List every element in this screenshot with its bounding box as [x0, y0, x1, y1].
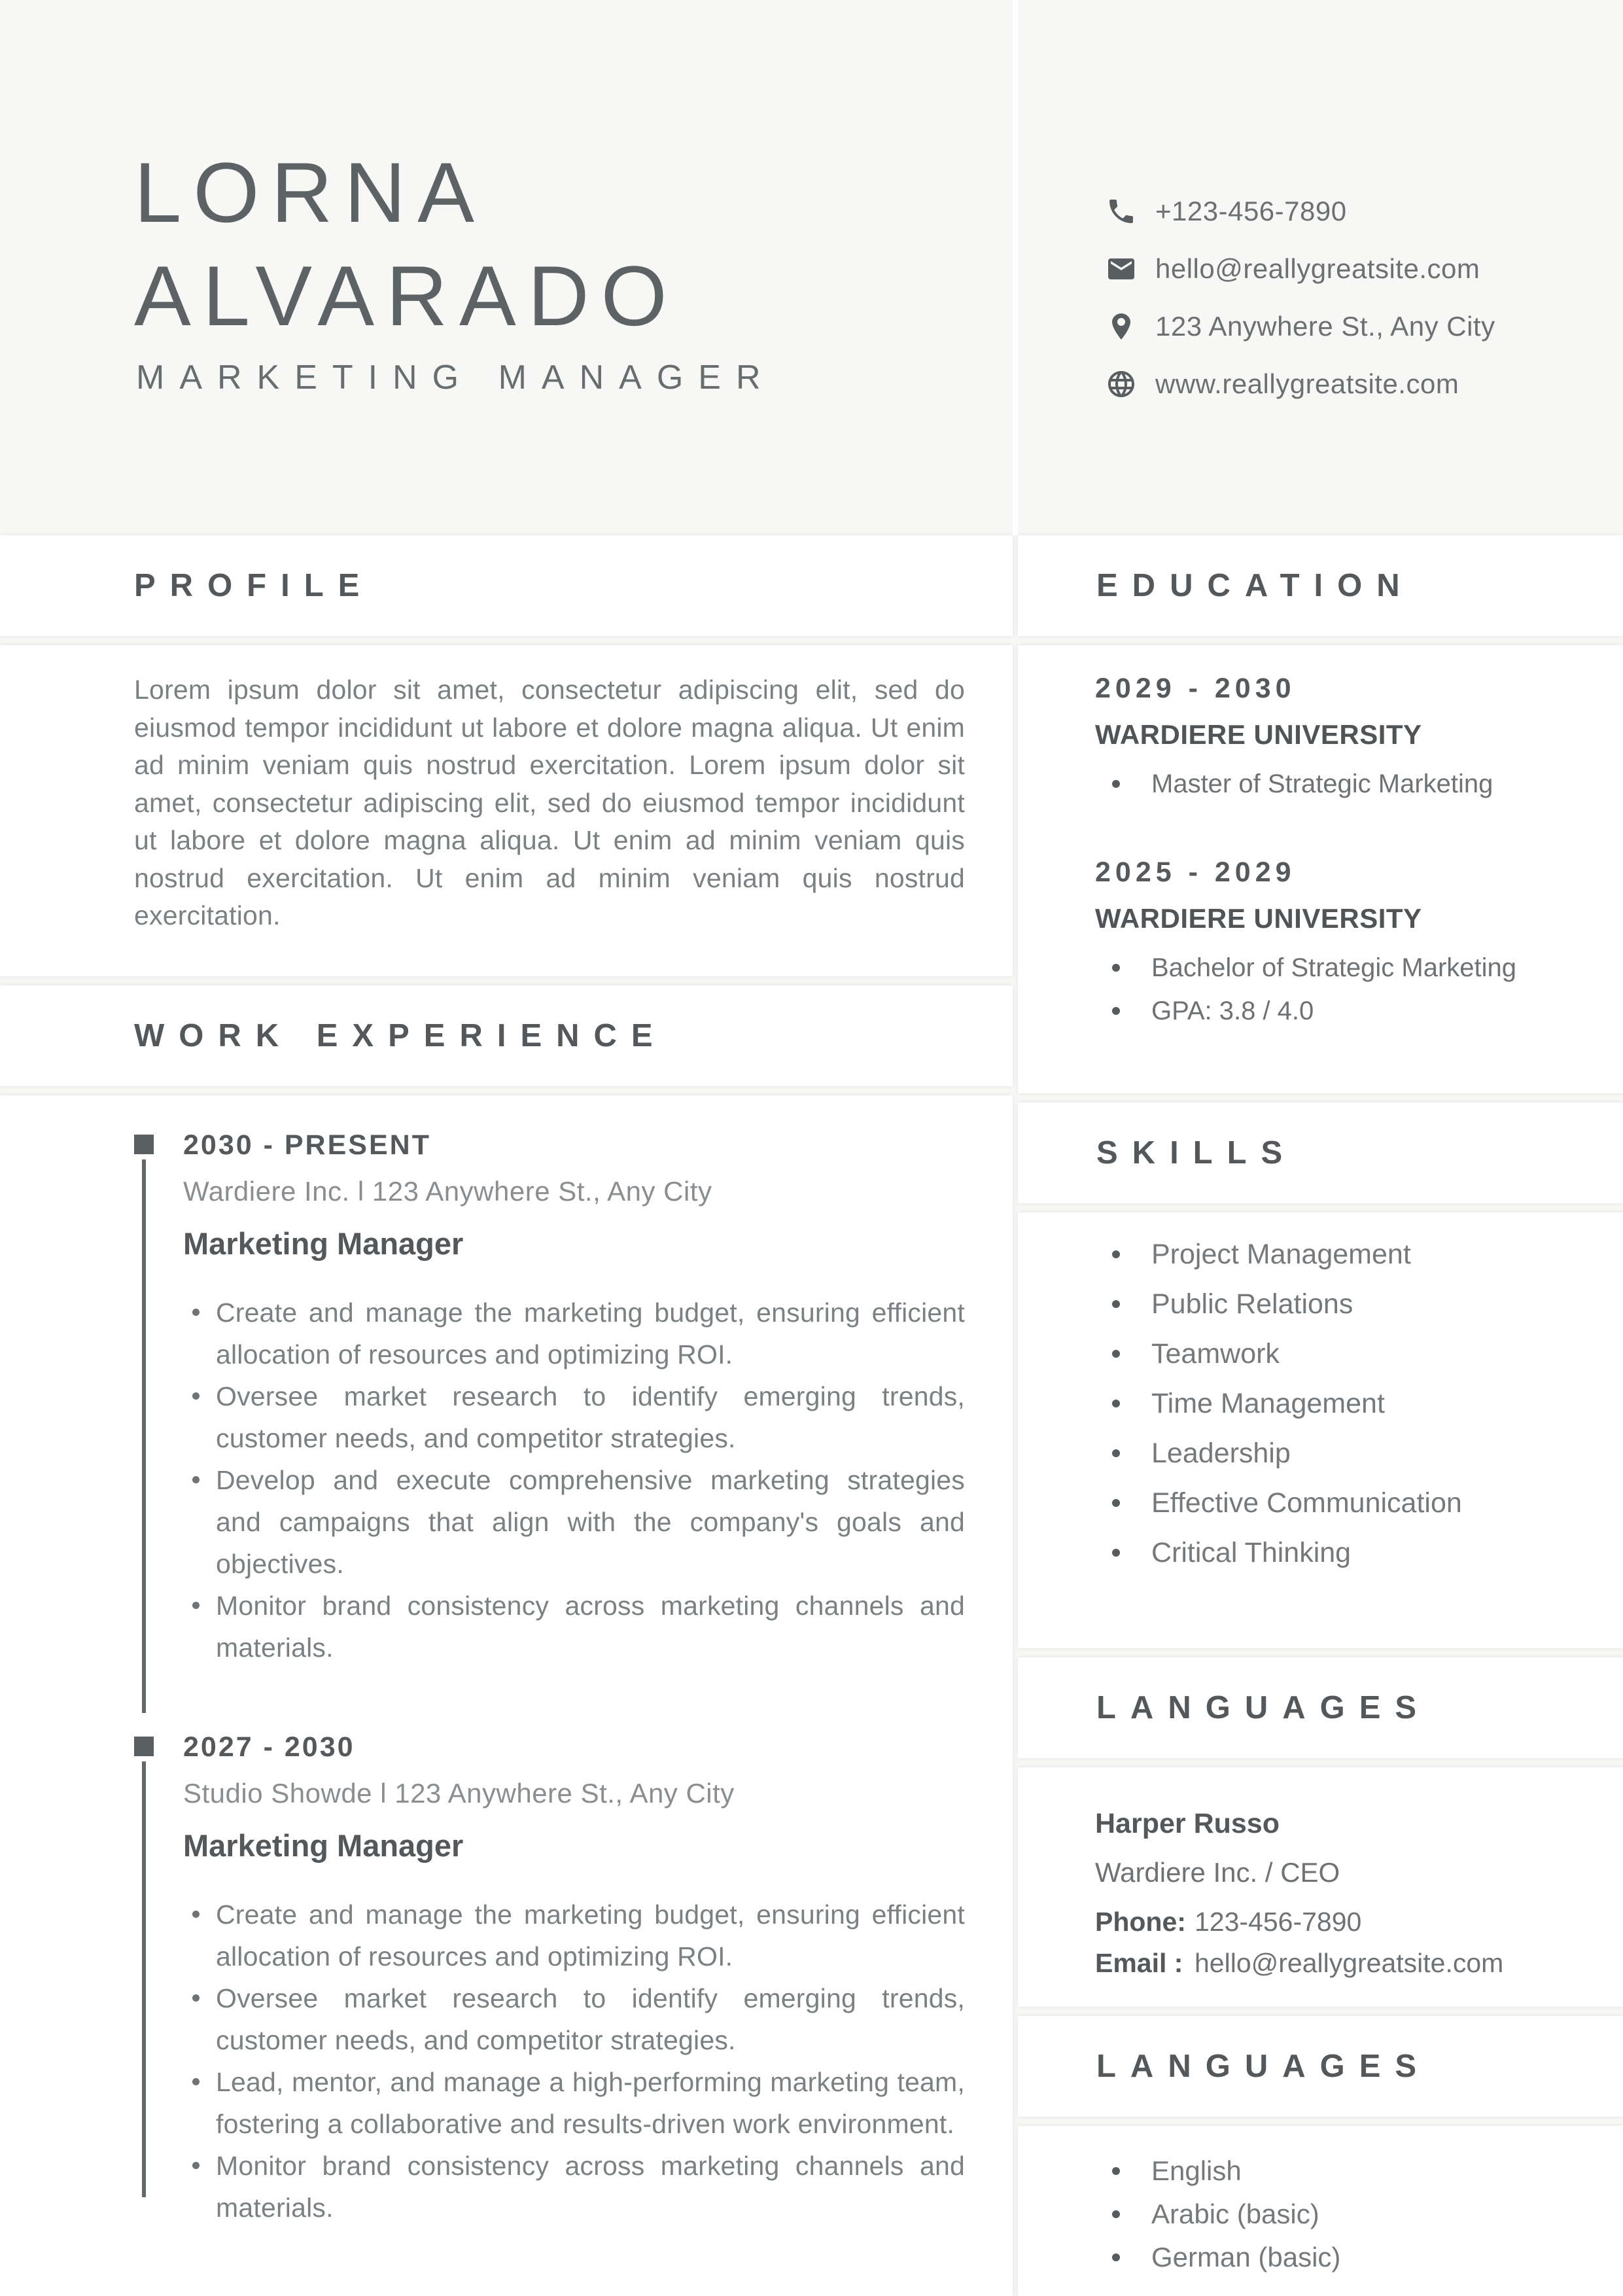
right-column	[1018, 0, 1623, 2296]
skill-item: Effective Communication	[1095, 1478, 1597, 1528]
contact-row-phone	[1106, 183, 1495, 240]
education-school: WARDIERE UNIVERSITY	[1095, 719, 1422, 750]
job-bullet: Lead, mentor, and manage a high-performing marketing team, fostering a collaborative and results-driven work environment.	[183, 2061, 965, 2145]
location-pin-icon	[1106, 311, 1137, 342]
bullet-dot	[1112, 2210, 1120, 2218]
bullet-dot	[1112, 2253, 1120, 2261]
bullet-dot	[1112, 1499, 1120, 1507]
reference-section	[1018, 1767, 1623, 2007]
reference-phone-row	[1095, 1907, 1597, 1937]
job-bullet-list	[183, 1292, 965, 1669]
contact-email: hello@reallygreatsite.com	[1155, 253, 1480, 284]
education-bullet-list	[1095, 946, 1597, 1033]
job-bullet: Oversee market research to identify emerging trends, customer needs, and competitor strategies.	[183, 1375, 965, 1459]
education-bullet: Bachelor of Strategic Marketing	[1095, 946, 1597, 989]
contact-address: 123 Anywhere St., Any City	[1155, 311, 1495, 342]
bullet-dot	[192, 1994, 200, 2002]
timeline-square-marker	[134, 1135, 154, 1154]
reference-role: Wardiere Inc. / CEO	[1095, 1857, 1340, 1888]
languages-section	[1018, 2126, 1623, 2296]
contact-website: www.reallygreatsite.com	[1155, 368, 1459, 399]
education-entry-2	[1095, 857, 1597, 1033]
profile-title: PROFILE	[134, 568, 374, 603]
reference-email-value: hello@reallygreatsite.com	[1195, 1948, 1504, 1978]
timeline-line	[142, 1159, 146, 1713]
job-bullet: Oversee market research to identify emerging trends, customer needs, and competitor strategies.	[183, 1977, 965, 2061]
person-tagline: MARKETING MANAGER	[136, 359, 776, 397]
job-dates: 2027 - 2030	[183, 1731, 355, 1763]
bullet-dot	[1112, 1300, 1120, 1308]
timeline-line	[142, 1761, 146, 2197]
education-bullet: Master of Strategic Marketing	[1095, 762, 1597, 805]
person-name	[134, 141, 679, 347]
education-bullet-list	[1095, 762, 1597, 805]
contact-row-email	[1106, 240, 1495, 298]
contact-list	[1106, 183, 1495, 413]
person-name-line1: LORNA	[134, 145, 486, 240]
phone-icon	[1106, 196, 1137, 227]
contact-row-address	[1106, 298, 1495, 355]
job-role: Marketing Manager	[183, 1828, 464, 1863]
bullet-dot	[192, 1602, 200, 1609]
reference-phone-label: Phone:	[1095, 1907, 1186, 1937]
education-dates: 2025 - 2029	[1095, 857, 1296, 888]
bullet-dot	[1112, 1549, 1120, 1557]
skill-item: Project Management	[1095, 1229, 1597, 1279]
education-bullet: GPA: 3.8 / 4.0	[1095, 989, 1597, 1033]
job-bullet: Monitor brand consistency across marketing channels and materials.	[183, 1585, 965, 1669]
language-item: Arabic (basic)	[1095, 2193, 1597, 2236]
timeline-square-marker	[134, 1737, 154, 1756]
skill-item: Time Management	[1095, 1379, 1597, 1428]
skill-item: Public Relations	[1095, 1279, 1597, 1329]
education-dates: 2029 - 2030	[1095, 673, 1296, 704]
profile-section	[0, 645, 1013, 976]
bullet-dot	[1112, 1400, 1120, 1407]
language-item: English	[1095, 2149, 1597, 2193]
bullet-dot	[1112, 1449, 1120, 1457]
section-header-profile	[0, 535, 1013, 636]
skills-list	[1095, 1229, 1597, 1578]
education-entry-1	[1095, 673, 1597, 805]
bullet-dot	[1112, 1350, 1120, 1358]
job-bullet-list	[183, 1894, 965, 2229]
header-name-block	[0, 0, 1013, 535]
languages-title: LANGUAGES	[1096, 2049, 1431, 2084]
envelope-icon	[1106, 253, 1137, 285]
skills-title: SKILLS	[1096, 1135, 1297, 1171]
section-header-languages-reference	[1018, 1657, 1623, 1758]
job-entry-1	[0, 1129, 965, 1669]
bullet-dot	[1112, 964, 1120, 972]
header-contact-block	[1018, 0, 1623, 535]
bullet-dot	[1112, 1250, 1120, 1258]
job-bullet: Monitor brand consistency across marketing channels and materials.	[183, 2145, 965, 2229]
bullet-dot	[1112, 2167, 1120, 2175]
work-experience-title: WORK EXPERIENCE	[134, 1018, 667, 1053]
bullet-dot	[192, 1309, 200, 1316]
job-bullet: Create and manage the marketing budget, ensuring efficient allocation of resources and optimizing ROI.	[183, 1292, 965, 1375]
bullet-dot	[192, 1911, 200, 1918]
work-experience-section	[0, 1095, 1013, 2296]
education-section	[1018, 645, 1623, 1093]
skill-item: Teamwork	[1095, 1329, 1597, 1379]
bullet-dot	[192, 1476, 200, 1483]
reference-email-row	[1095, 1948, 1597, 1979]
bullet-dot	[1112, 1007, 1120, 1015]
reference-name: Harper Russo	[1095, 1808, 1280, 1839]
bullet-dot	[192, 2078, 200, 2085]
language-item: German (basic)	[1095, 2236, 1597, 2279]
skill-item: Critical Thinking	[1095, 1528, 1597, 1578]
languages-list	[1095, 2149, 1597, 2279]
section-header-skills	[1018, 1103, 1623, 1203]
education-school: WARDIERE UNIVERSITY	[1095, 903, 1422, 934]
skill-item: Leadership	[1095, 1428, 1597, 1478]
reference-phone-value: 123-456-7890	[1195, 1907, 1362, 1937]
bullet-dot	[192, 1392, 200, 1400]
education-title: EDUCATION	[1096, 568, 1414, 603]
bullet-dot	[192, 2162, 200, 2169]
job-bullet: Create and manage the marketing budget, ensuring efficient allocation of resources and optimizing ROI.	[183, 1894, 965, 1977]
reference-email-label: Email :	[1095, 1948, 1183, 1978]
job-entry-2	[0, 1731, 965, 2229]
skills-section	[1018, 1212, 1623, 1648]
reference-section-title: LANGUAGES	[1096, 1690, 1431, 1725]
column-divider-line	[1013, 0, 1018, 535]
section-header-languages	[1018, 2016, 1623, 2117]
section-header-education	[1018, 535, 1623, 636]
job-bullet: Develop and execute comprehensive marketing strategies and campaigns that align with the company's goals and objectives.	[183, 1459, 965, 1585]
globe-icon	[1106, 368, 1137, 400]
person-name-line2: ALVARADO	[134, 248, 679, 344]
section-header-work-experience	[0, 985, 1013, 1086]
job-company: Studio Showde l 123 Anywhere St., Any City	[183, 1778, 735, 1809]
bullet-dot	[1112, 780, 1120, 788]
contact-row-website	[1106, 355, 1495, 413]
job-role: Marketing Manager	[183, 1226, 464, 1261]
job-dates: 2030 - PRESENT	[183, 1129, 431, 1161]
job-company: Wardiere Inc. l 123 Anywhere St., Any City	[183, 1176, 712, 1207]
contact-phone: +123-456-7890	[1155, 196, 1347, 226]
profile-text: Lorem ipsum dolor sit amet, consectetur adipiscing elit, sed do eiusmod tempor incididunt ut labore et dolore magna aliqua. Ut enim ad minim veniam quis nostrud exercitation. Lorem ipsum dolor sit amet, consectetur adipiscing elit, sed do eiusmod tempor incididunt ut labore et dolore magna aliqua. Ut enim ad minim veniam quis nostrud exercitation. Ut enim ad minim veniam quis nostrud exercitation.	[134, 675, 965, 930]
